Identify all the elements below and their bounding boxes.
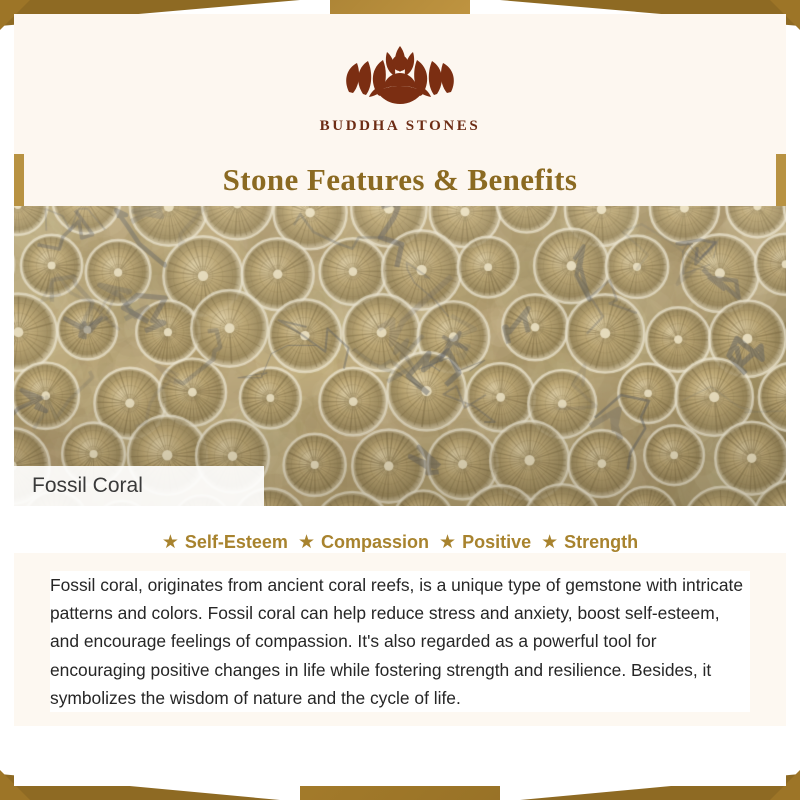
benefit-item [162, 532, 288, 553]
brand-name: BUDDHA STONES [319, 118, 481, 134]
benefit-label: Self-Esteem [184, 532, 288, 552]
section-title-band [14, 154, 786, 206]
description-text: Fossil coral, originates from ancient coral reefs, is a unique type of gemstone with intricate patterns and colors. Fossil coral can help reduce stress and anxiety, boost self-esteem, and encourage feelings of compassion. It's also regarded as a powerful tool for encouraging positive changes in life while fostering strength and resilience. Besides, it symbolizes the wisdom of nature and the cycle of life. [50, 571, 750, 712]
benefit-item [298, 532, 429, 553]
star-icon: ★ [161, 532, 179, 553]
star-icon: ★ [297, 532, 315, 553]
benefit-label: Positive [462, 532, 532, 552]
title-rule-left [14, 154, 24, 206]
stone-caption: Fossil Coral [14, 466, 264, 506]
bottom-white-space [14, 726, 786, 786]
brand-header [14, 14, 786, 154]
benefit-item [541, 532, 638, 553]
star-icon: ★ [541, 532, 559, 553]
benefit-label: Strength [564, 532, 639, 552]
star-icon: ★ [439, 532, 457, 553]
poster-card [14, 14, 786, 786]
benefit-item [439, 532, 531, 553]
lotus-meditation-icon [335, 30, 465, 116]
benefit-label: Compassion [320, 532, 430, 552]
title-rule-right [776, 154, 786, 206]
page-title: Stone Features & Benefits [222, 162, 578, 197]
stone-image [14, 206, 786, 506]
benefits-row [14, 506, 786, 553]
fossil-coral-texture [14, 206, 786, 506]
